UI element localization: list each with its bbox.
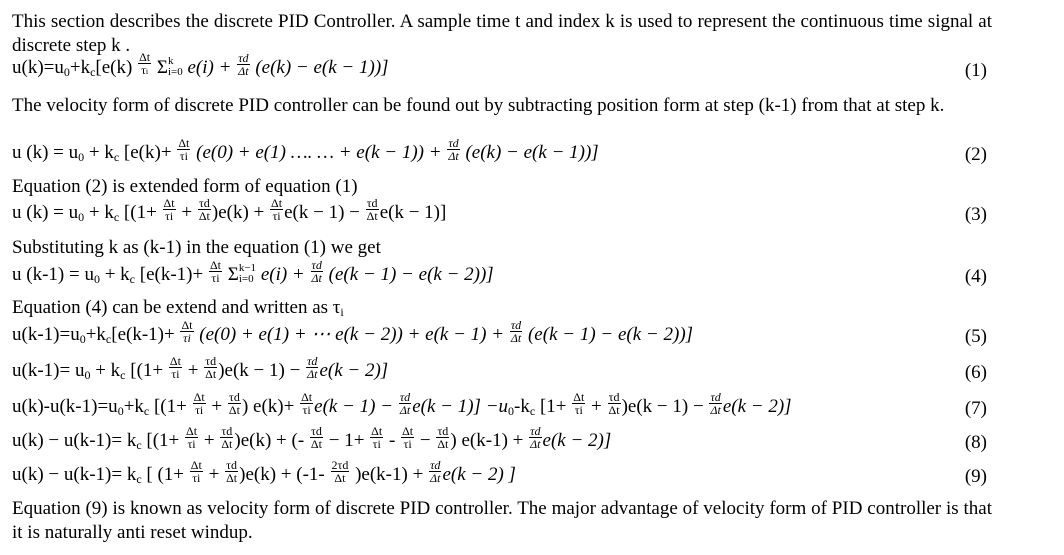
- text-eq3: Substituting k as (k-1) in the equation (1) we get: [12, 237, 381, 258]
- eq7-term: +: [586, 395, 607, 417]
- eq1-term: [e(k): [95, 56, 133, 78]
- eq8-term: [(1+: [141, 429, 180, 451]
- sub: 0: [117, 403, 124, 418]
- eq7-term: [(1+: [149, 395, 187, 417]
- eq2-lhs: u (k) = u: [12, 141, 79, 163]
- fraction: $\frac{\Delta t}{\tau i}$: [209, 258, 222, 285]
- eq6-term: [(1+: [125, 359, 164, 381]
- fraction: $\frac{\Delta t}{\tau i}$: [139, 50, 151, 77]
- sub: 0: [508, 403, 515, 418]
- fraction: $\frac{\Delta t}{\tau i}$: [301, 390, 313, 417]
- equation-3: [12, 198, 987, 232]
- eq7-term: e(k − 1)] −u: [412, 395, 509, 417]
- eq3-term: +: [176, 201, 197, 223]
- fraction: $\frac{\Delta t}{\tau i}$: [371, 424, 383, 451]
- conclusion-paragraph: Equation (9) is known as velocity form of discrete PID controller. The major advantage of velocity form of PID controller is that it is naturally anti reset windup.: [12, 498, 992, 543]
- eq3-lhs: u (k) = u: [12, 201, 79, 223]
- sub: 0: [78, 149, 85, 164]
- eq3-term: e(k − 1)]: [379, 201, 447, 223]
- fraction: $\frac{\tau d}{\Delta t}$: [238, 51, 249, 78]
- equation-number: (4): [964, 266, 987, 287]
- velocity-paragraph: The velocity form of discrete PID controller can be found out by subtracting position form at step (k-1) from that at step k.: [12, 95, 945, 116]
- eq7-term: +k: [123, 395, 144, 417]
- eq7-term: e(k − 2)]: [722, 395, 792, 417]
- eq8-term: )e(k) + (-: [234, 429, 309, 451]
- eq5-lhs: u(k-1)=u: [12, 323, 80, 345]
- equation-number: (2): [964, 144, 987, 165]
- fraction: $\frac{\tau d}{\Delta t}$: [399, 390, 411, 417]
- eq9-term: )e(k-1) +: [350, 463, 429, 485]
- eq7-term: e(k − 1) −: [314, 395, 398, 417]
- fraction: $\frac{\Delta t}{\tau i}$: [573, 390, 585, 417]
- equation-8: [12, 426, 987, 460]
- equation-2: [12, 138, 987, 172]
- fraction: $\frac{\tau d}{\Delta t}$: [311, 258, 322, 285]
- eq1-term: +k: [69, 56, 91, 78]
- fraction: $\frac{\tau d}{\Delta t}$: [307, 354, 318, 381]
- fraction: $\frac{\Delta t}{\tau i}$: [186, 424, 198, 451]
- eq3-term: + k: [84, 201, 114, 223]
- eq1-term: e(i) +: [187, 56, 232, 78]
- sub: c: [113, 149, 120, 164]
- eq4-term: e(i) +: [260, 263, 305, 285]
- fraction: $\frac{\tau d}{\Delta t}$: [221, 424, 233, 451]
- eq3-term: [(1+: [119, 201, 157, 223]
- fraction: $\frac{\tau d}{\Delta t}$: [366, 196, 378, 223]
- eq3-term: e(k − 1) −: [284, 201, 365, 223]
- eq4-term: + k: [99, 263, 130, 285]
- eq5-term: [e(k-1)+: [111, 323, 175, 345]
- text-eq4: Equation (4) can be extend and written as $\tau_i$: [12, 297, 344, 319]
- sub: c: [120, 367, 126, 382]
- equation-5: [12, 320, 987, 354]
- sum-limits: k i=0: [167, 54, 183, 78]
- eq3-term: )e(k) +: [211, 201, 270, 223]
- equation-number: (9): [964, 466, 987, 487]
- fraction: $\frac{\tau d}{\Delta t}$: [228, 390, 240, 417]
- eq8-term: ) e(k-1) +: [450, 429, 529, 451]
- eq1-term: (e(k) − e(k − 1))]: [255, 56, 389, 78]
- eq7-term: +: [206, 395, 227, 417]
- eq7-term: [1+: [535, 395, 567, 417]
- eq9-lhs: u(k) − u(k-1)= k: [12, 463, 137, 485]
- eq4-term: (e(k − 1) − e(k − 2))]: [328, 263, 494, 285]
- eq6-lhs: u(k-1)= u: [12, 359, 85, 381]
- sub: c: [90, 64, 96, 79]
- sub: 0: [93, 271, 100, 286]
- eq2-term: (e(k) − e(k − 1))]: [465, 141, 599, 163]
- eq9-term: +: [203, 463, 225, 485]
- eq8-term: − 1+: [323, 429, 365, 451]
- eq8-term: e(k − 2)]: [542, 429, 612, 451]
- eq9-term: )e(k) + (-1-: [239, 463, 330, 485]
- eq9-term: [ (1+: [141, 463, 185, 485]
- eq4-term: [e(k-1)+: [135, 263, 204, 285]
- sub: 0: [63, 64, 70, 79]
- eq6-term: )e(k − 1) −: [218, 359, 306, 381]
- sub: c: [129, 271, 135, 286]
- equation-7: [12, 392, 987, 426]
- equation-number: (8): [964, 432, 987, 453]
- equation-9: [12, 460, 987, 494]
- eq7-lhs: u(k)-u(k-1)=u: [12, 395, 118, 417]
- equation-1: [12, 50, 987, 88]
- sub: 0: [84, 367, 91, 382]
- text-eq2: Equation (2) is extended form of equation (1): [12, 176, 358, 197]
- sub: c: [113, 209, 120, 224]
- eq5-term: +k: [85, 323, 106, 345]
- equation-number: (3): [964, 204, 987, 225]
- equation-4: [12, 260, 987, 294]
- fraction: $\frac{\tau d}{\Delta t}$: [448, 136, 459, 163]
- fraction: $\frac{\tau d}{\Delta t}$: [430, 458, 441, 485]
- eq5-term: (e(k − 1) − e(k − 2))]: [527, 323, 694, 345]
- eq2-term: (e(0) + e(1) …. … + e(k − 1)) +: [196, 141, 442, 163]
- fraction: $\frac{2\tau d}{\Delta t}$: [331, 458, 349, 485]
- equation-number: (1): [964, 60, 987, 81]
- eq6-term: e(k − 2)]: [319, 359, 389, 381]
- eq8-lhs: u(k) − u(k-1)= k: [12, 429, 137, 451]
- fraction: $\frac{\tau d}{\Delta t}$: [198, 196, 210, 223]
- sub: c: [143, 403, 150, 418]
- equation-number: (5): [964, 326, 987, 347]
- eq7-term: )e(k − 1) −: [621, 395, 709, 417]
- eq6-term: + k: [90, 359, 121, 381]
- eq1-lhs: u(k)=u: [12, 56, 64, 78]
- fraction: $\frac{\Delta t}{\tau i}$: [181, 318, 193, 345]
- fraction: $\frac{\tau d}{\Delta t}$: [608, 390, 620, 417]
- sub: 0: [78, 209, 85, 224]
- fraction: $\frac{\Delta t}{\tau i}$: [178, 136, 190, 163]
- sum-symbol: Σ: [227, 263, 239, 285]
- sub: 0: [79, 331, 86, 346]
- sum-symbol: Σ: [156, 56, 168, 78]
- fraction: $\frac{\tau d}{\Delta t}$: [205, 354, 217, 381]
- intro-paragraph: This section describes the discrete PID Controller. A sample time t and index k is used to represent the continuous time signal at discrete step k .: [12, 11, 992, 56]
- eq8-term: −: [415, 429, 436, 451]
- eq8-term: -: [384, 429, 401, 451]
- fraction: $\frac{\tau d}{\Delta t}$: [530, 424, 541, 451]
- sub: c: [529, 403, 536, 418]
- equation-number: (6): [964, 362, 987, 383]
- eq2-term: [e(k)+: [119, 141, 172, 163]
- sum-limits: k−1 i=0: [238, 261, 257, 285]
- eq7-term: -k: [514, 395, 530, 417]
- fraction: $\frac{\Delta t}{\tau i}$: [193, 390, 205, 417]
- fraction: $\frac{\tau d}{\Delta t}$: [510, 318, 522, 345]
- fraction: $\frac{\tau d}{\Delta t}$: [710, 390, 721, 417]
- equation-6: [12, 356, 987, 390]
- eq5-term: (e(0) + e(1) + ⋯ e(k − 2)) + e(k − 1) +: [199, 323, 505, 345]
- fraction: $\frac{\tau d}{\Delta t}$: [226, 458, 238, 485]
- sub: c: [136, 437, 142, 452]
- fraction: $\frac{\Delta t}{\tau i}$: [163, 196, 175, 223]
- equation-number: (7): [964, 398, 987, 419]
- eq7-term: ) e(k)+: [241, 395, 295, 417]
- fraction: $\frac{\tau d}{\Delta t}$: [310, 424, 322, 451]
- fraction: $\frac{\Delta t}{\tau i}$: [271, 196, 283, 223]
- eq8-term: +: [199, 429, 220, 451]
- fraction: $\frac{\tau d}{\Delta t}$: [437, 424, 449, 451]
- fraction: $\frac{\Delta t}{\tau i}$: [402, 424, 414, 451]
- eq4-lhs: u (k-1) = u: [12, 263, 94, 285]
- fraction: $\frac{\Delta t}{\tau i}$: [190, 458, 202, 485]
- sub: c: [105, 331, 112, 346]
- sub: c: [136, 471, 142, 486]
- eq2-term: + k: [84, 141, 114, 163]
- eq6-term: +: [182, 359, 204, 381]
- eq9-term: e(k − 2) ]: [442, 463, 516, 485]
- fraction: $\frac{\Delta t}{\tau i}$: [169, 354, 181, 381]
